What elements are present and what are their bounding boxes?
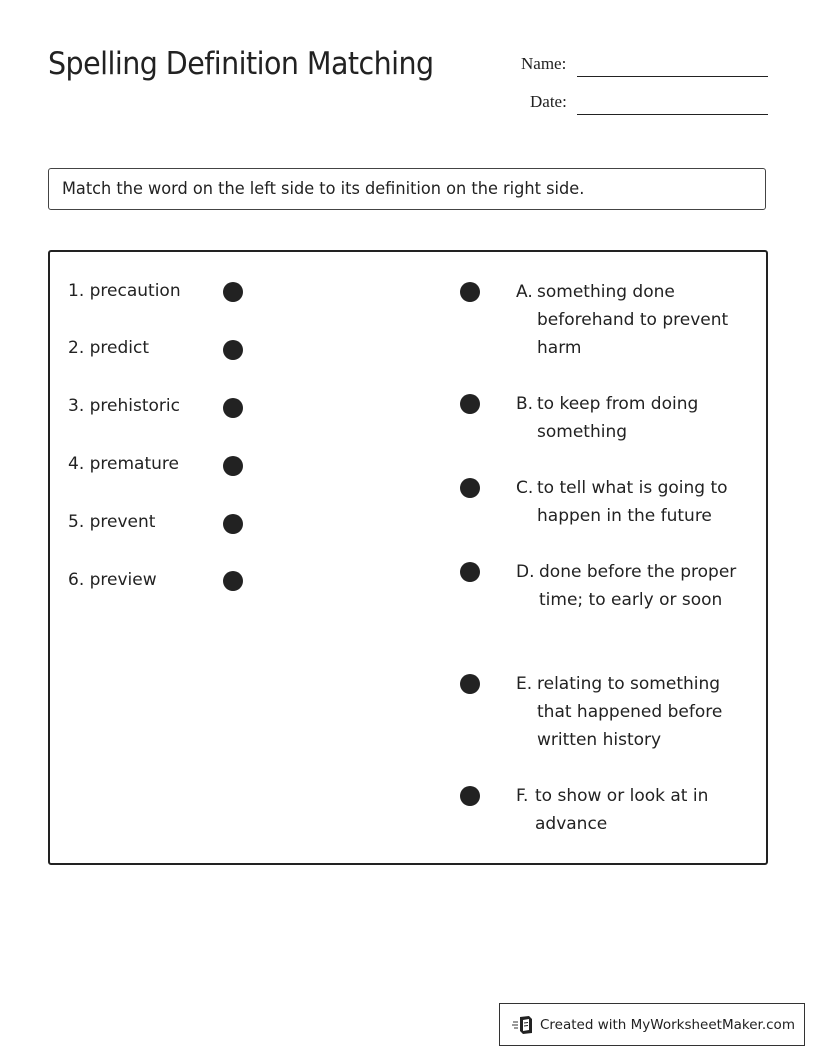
page-title: Spelling Definition Matching	[48, 46, 434, 82]
definition-item	[516, 474, 751, 530]
instructions-text: Match the word on the left side to its definition on the right side.	[62, 179, 585, 199]
definition-letter: F.	[516, 786, 529, 806]
definition-item	[516, 670, 751, 754]
footer-text: Created with MyWorksheetMaker.com	[540, 1016, 795, 1033]
word-item: 3. prehistoric	[68, 396, 180, 416]
definition-dot-c[interactable]	[460, 478, 480, 498]
definition-item	[516, 390, 751, 446]
worksheet-logo-icon	[512, 1015, 534, 1035]
word-item: 4. premature	[68, 454, 179, 474]
definition-text: to keep from doing something	[537, 394, 699, 442]
word-item: 5. prevent	[68, 512, 156, 532]
definition-text: to tell what is going to happen in the future	[537, 478, 728, 526]
word-item: 2. predict	[68, 338, 150, 358]
definition-dot-a[interactable]	[460, 282, 480, 302]
date-field[interactable]	[577, 114, 768, 115]
word-dot-3[interactable]	[223, 398, 243, 418]
definition-dot-b[interactable]	[460, 394, 480, 414]
definition-dot-f[interactable]	[460, 786, 480, 806]
definition-dot-e[interactable]	[460, 674, 480, 694]
definition-item	[516, 278, 751, 362]
definition-letter: D.	[516, 562, 535, 582]
definition-text: relating to something that happened before written history	[537, 674, 723, 750]
word-dot-2[interactable]	[223, 340, 243, 360]
word-dot-4[interactable]	[223, 456, 243, 476]
word-dot-1[interactable]	[223, 282, 243, 302]
instructions-box	[48, 168, 766, 210]
definition-letter: E.	[516, 674, 533, 694]
name-field[interactable]	[577, 76, 768, 77]
word-item: 1. precaution	[68, 281, 181, 301]
word-dot-6[interactable]	[223, 571, 243, 591]
definition-item	[516, 558, 753, 614]
definition-letter: C.	[516, 478, 534, 498]
definition-text: done before the proper time; to early or soon	[539, 562, 737, 610]
definition-letter: B.	[516, 394, 534, 414]
word-dot-5[interactable]	[223, 514, 243, 534]
date-label: Date:	[530, 92, 567, 111]
footer-credit[interactable]	[499, 1003, 805, 1046]
definition-dot-d[interactable]	[460, 562, 480, 582]
name-label: Name:	[521, 54, 567, 73]
definition-text: something done beforehand to prevent harm	[537, 282, 729, 358]
definition-text: to show or look at in advance	[535, 786, 709, 834]
word-item: 6. preview	[68, 570, 157, 590]
definition-letter: A.	[516, 282, 533, 302]
definition-item	[516, 782, 749, 838]
matching-area	[48, 250, 768, 865]
